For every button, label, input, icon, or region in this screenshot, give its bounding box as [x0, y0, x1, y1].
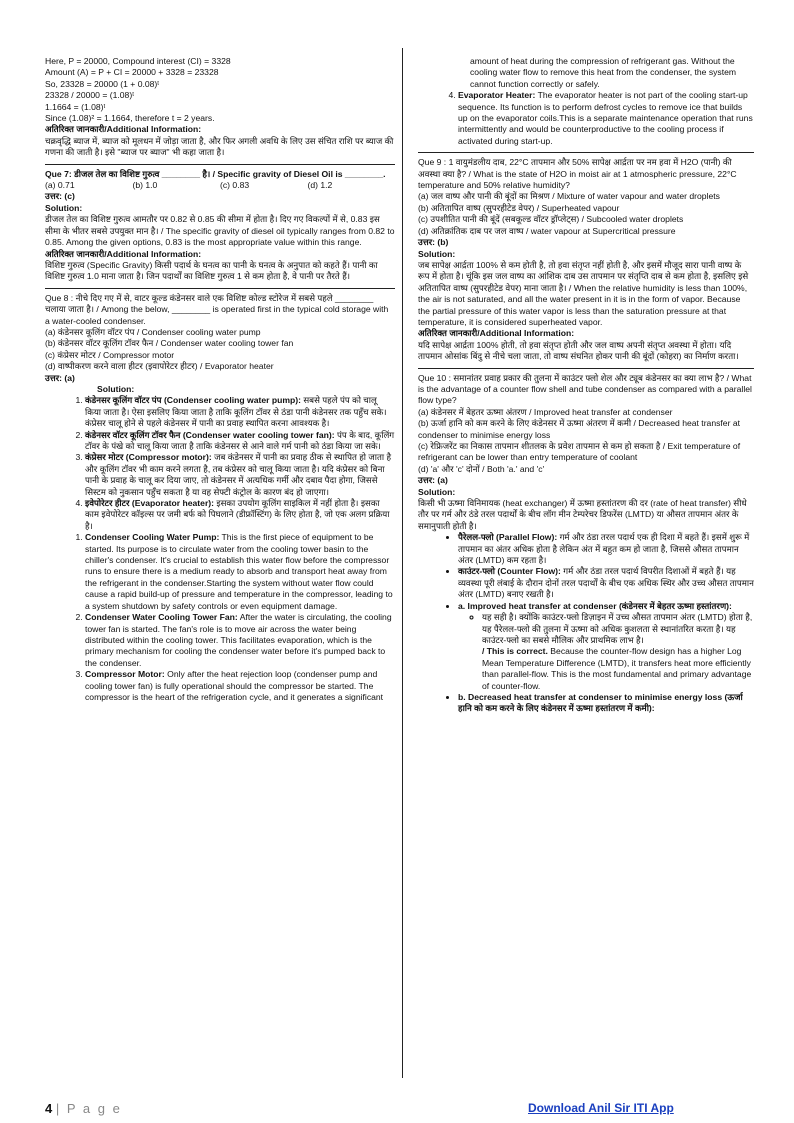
list-item: • a. Improved heat transfer at condenser (कंडेनसर में बेहतर ऊष्मा हस्तांतरण): ◦ यह सही है। क्योंकि काउंटर-फ्लो डिज़ाइन में उच्च औसत तापमान अंतर (LMTD) होता है, यह पैरेलल-फ्लो की तुलना में ऊष्मा को अधिक कुशलता से स्थानांतरित करता है। यह काउंटर-फ्लो का सबसे मौलिक और प्राथमिक लाभ है। / This is correct. Because the counter-flow design has a higher Log Mean Temperature Difference (LMTD), it transfers heat more efficiently than parallel-flow. This is the most fundamental and primary advantage of counter-flow. — [458, 601, 754, 692]
list-item: 2. Condenser Water Cooling Tower Fan: After the water is circulating, the cooling tower fan is started. The fan's role is to move air across the water being distributed within the cooling tower. This facilitates evaporation, which is the primary mechanism for cooling the condenser water before it's pumped back to the condenser. — [85, 612, 395, 669]
intro-line: Since (1.08)² = 1.1664, therefore t = 2 years. — [45, 113, 215, 124]
intro-line: 23328 / 20000 = (1.08)ᵗ — [45, 90, 135, 101]
list-item: 4. इवेपोरेटर हीटर (Evaporator heater): इसका उपयोग कूलिंग साइकिल में नहीं होता है। इसका काम इवेपोरेटर कॉइल्स पर जमी बर्फ को पिघलाने (डीफ्रॉस्टिंग) के लिए होता है, जो एक अलग प्रक्रिया है। — [85, 498, 395, 532]
sub-list — [458, 612, 754, 692]
list-item: • पैरेलल-फ्लो (Parallel Flow): गर्म और ठंडा तरल पदार्थ एक ही दिशा में बहते हैं। इसमें शुरू में तापमान का अंतर अधिक होता है लेकिन अंत में बहुत कम हो जाता है, जिससे औसत तापमान अंतर (LMTD) कम रहता है। — [458, 532, 754, 566]
question-9: Que 9 : 1 वायुमंडलीय दाब, 22°C तापमान और 50% सापेक्ष आर्द्रता पर नम हवा में H2O (पानी) की अवस्था क्या है? / What is the state of H2O in moist air at 1 atmospheric pressure, 22°C temperature and 50% relative humidity? — [418, 157, 737, 191]
option-a: (a) जल वाष्प और पानी की बूंदों का मिश्रण / Mixture of water vapour and water droplets — [418, 191, 720, 202]
right-column — [418, 56, 754, 715]
option-d: (d) 'a' और 'c' दोनों / Both 'a.' and 'c' — [418, 463, 545, 474]
additional-info-text: यदि सापेक्ष आर्द्रता 100% होती, तो हवा संतृप्त होती और जल वाष्प अपनी संतृप्त अवस्था में होता। यदि तापमान ओसांक बिंदु से नीचे चला जाता, तो वाष्प संघनित होकर पानी की बूंदों (कोहरा) का निर्माण करता। — [418, 339, 739, 362]
solution-english-list — [45, 532, 395, 703]
option-c: (c) रेफ्रिजरेंट का निकास तापमान शीतलक के प्रवेश तापमान से कम हो सकता है / Exit temperature of refrigerant can be lower than entry temperature of coolant — [418, 441, 741, 463]
option-a: (a) 0.71 — [45, 180, 75, 191]
intro-line: 1.1664 = (1.08)ᵗ — [45, 101, 106, 112]
option-b: (b) कंडेनसर वॉटर कूलिंग टॉवर फैन / Condenser water cooling tower fan — [45, 338, 294, 349]
solution-heading-item: Solution: — [97, 383, 135, 394]
divider — [45, 288, 395, 289]
answer: उत्तर: (b) — [418, 237, 449, 248]
additional-info-text: चक्रवृद्धि ब्याज में, ब्याज को मूलधन में जोड़ा जाता है, और फिर अगली अवधि के लिए उस संचित राशि पर ब्याज की गणना की जाती है। इसे "ब्याज पर ब्याज" भी कहा जाता है। — [45, 135, 394, 158]
list-item: • काउंटर-फ्लो (Counter Flow): गर्म और ठंडा तरल पदार्थ विपरीत दिशाओं में बहते हैं। यह व्यवस्था पूरी लंबाई के दौरान दोनों तरल पदार्थों के बीच एक अधिक स्थिर और उच्च औसत तापमान अंतर (LMTD) बनाए रखती है। — [458, 566, 754, 600]
answer: उत्तर: (a) — [45, 372, 75, 383]
divider — [45, 164, 395, 165]
additional-info-heading: अतिरिक्त जानकारी/Additional Information: — [45, 124, 202, 135]
additional-info-text: विशिष्ट गुरुत्व (Specific Gravity) किसी पदार्थ के घनत्व का पानी के घनत्व के अनुपात को कहते हैं। पानी का विशिष्ट गुरुत्व 1.0 माना जाता है। जिन पदार्थों का विशिष्ट गुरुत्व 1 से कम होता है, वे पानी पर तैरते हैं। — [45, 259, 378, 282]
question-8: Que 8 : नीचे दिए गए में से, वाटर कूल्ड कंडेनसर वाले एक विशिष्ट कोल्ड स्टोरेज में सबसे पहले ________ चलाया जाता है। / Among the below, ________ is operated first in the typical cold storage with a water-cooled condenser. — [45, 292, 389, 326]
option-a: (a) कंडेनसर में बेहतर ऊष्मा अंतरण / Improved heat transfer at condenser — [418, 406, 673, 417]
page-number-value: 4 — [45, 1101, 53, 1116]
solution-heading: Solution: — [418, 486, 456, 497]
column-divider — [402, 48, 403, 1078]
divider — [418, 368, 754, 369]
intro-line: Amount (A) = P + CI = 20000 + 3328 = 23328 — [45, 67, 219, 78]
option-b: (b) 1.0 — [132, 180, 158, 191]
continued-text: amount of heat during the compression of refrigerant gas. Without the cooling water flow to remove this heat from the condenser, the system cannot function correctly or safely. — [470, 56, 737, 89]
intro-line: So, 23328 = 20000 (1 + 0.08)ᵗ — [45, 78, 160, 89]
solution-text: जब सापेक्ष आर्द्रता 100% से कम होती है, तो हवा संतृप्त नहीं होती है, और इसमें मौजूद सारा पानी वाष्प के रूप में होता है। चूंकि इस जल वाष्प का आंशिक दाब उस तापमान पर संतृप्ति दाब से कम होता है, इसलिए इसे अतितापित वाष्प (सुपरहीटेड वेपर) माना जाता है। / When the relative humidity is less than 100%, the air is not saturated, and all the water present in it is in the form of vapor. Because the partial pressure of this water vapor is less than the saturation pressure at that temperature, it is considered superheated vapor. — [418, 259, 749, 327]
page-number — [45, 1101, 122, 1116]
download-app-link[interactable]: Download Anil Sir ITI App — [528, 1101, 674, 1115]
list-item: 2. कंडेनसर वॉटर कूलिंग टॉवर फैन (Condenser water cooling tower fan): पंप के बाद, कूलिंग टॉवर के पंखे को चालू किया जाता है ताकि कंडेनसर से आने वाले गर्म पानी को ठंडा किया जा सके। — [85, 430, 395, 453]
option-b: (b) ऊर्जा हानि को कम करने के लिए कंडेनसर में ऊष्मा अंतरण में कमी / Decreased heat transfer at condenser to minimise energy loss — [418, 418, 740, 440]
option-d: (d) अतिक्रांतिक दाब पर जल वाष्प / water vapour at Supercritical pressure — [418, 225, 676, 236]
option-c: (c) उपशीतित पानी की बूंदें (सबकूल्ड वॉटर ड्रॉप्लेट्स) / Subcooled water droplets — [418, 214, 684, 225]
solution-heading: Solution: — [45, 202, 83, 213]
question-7-options — [45, 180, 395, 191]
solution-hindi-list — [45, 395, 395, 532]
list-item: 3. Compressor Motor: Only after the heat rejection loop (condenser pump and cooling tower fan) is fully operational should the compressor be started. The compressor is the heart of the refrigeration cycle, and it generates a significant — [85, 669, 395, 703]
list-item: 3. कंप्रेसर मोटर (Compressor motor): जब कंडेनसर में पानी का प्रवाह ठीक से स्थापित हो जाता है और कूलिंग टॉवर भी काम करने लगता है, तब कंप्रेसर को चालू किया जाता है। यदि कंप्रेसर को बिना पानी के प्रवाह के चालू कर दिया जाए, तो कंडेनसर में अत्यधिक गर्मी और दबाव पैदा होगा, जिससे सिस्टम को नुकसान पहुँच सकता है या वह सेफ्टी कंट्रोल के कारण बंद हो जाएगा। — [85, 452, 395, 498]
option-c: (c) कंप्रेसर मोटर / Compressor motor — [45, 349, 175, 360]
solution-english-list — [418, 90, 754, 147]
option-b: (b) अतितापित वाष्प (सुपरहीटेड वेपर) / Superheated vapour — [418, 202, 620, 213]
additional-info-heading: अतिरिक्त जानकारी/Additional Information: — [45, 248, 202, 259]
list-item: 1. Condenser Cooling Water Pump: This is the first piece of equipment to be started. Its purpose is to circulate water from the cooling tower basin to the chiller's condenser. It's crucial to establish this water flow before the compressor runs to ensure there is a medium ready to absorb and transport heat away from the refrigerant in the condenser.Starting the system without water flow could cause a rapid build-up of pressure and temperature in the compressor, leading to a system shutdown by safety controls or even equipment damage. — [85, 532, 395, 612]
intro-line: Here, P = 20000, Compound interest (CI) = 3328 — [45, 56, 231, 66]
sub-list-item: ◦ यह सही है। क्योंकि काउंटर-फ्लो डिज़ाइन में उच्च औसत तापमान अंतर (LMTD) होता है, यह पैरेलल-फ्लो की तुलना में ऊष्मा को अधिक कुशलता से स्थानांतरित करता है। यह काउंटर-फ्लो का सबसे मौलिक और प्राथमिक लाभ है। / This is correct. Because the counter-flow design has a higher Log Mean Temperature Difference (LMTD), it transfers heat more efficiently than parallel-flow. This is the most fundamental and primary advantage of counter-flow. — [482, 612, 754, 692]
option-c: (c) 0.83 — [220, 180, 250, 191]
solution-text: डीजल तेल का विशिष्ट गुरुत्व आमतौर पर 0.82 से 0.85 की सीमा में होता है। दिए गए विकल्पों में से, 0.83 इस सीमा के भीतर सबसे उपयुक्त मान है। / The specific gravity of diesel oil typically ranges from 0.82 to 0.85. Among the given options, 0.83 is the most appropriate value within this range. — [45, 214, 395, 248]
solution-heading: Solution: — [418, 248, 456, 259]
bullet-list — [418, 532, 754, 715]
left-column — [45, 56, 395, 703]
list-item: 4. Evaporator Heater: The evaporator heater is not part of the cooling start-up sequence. Its function is to perform defrost cycles to remove ice that builds up on the evaporator coils.This is a separate maintenance operation that runs intermittently and would be counterproductive to the cooling process if activated during start-up. — [458, 90, 754, 147]
answer: उत्तर: (c) — [45, 191, 75, 202]
list-item: 1. कंडेनसर कूलिंग वॉटर पंप (Condenser cooling water pump): सबसे पहले पंप को चालू किया जाता है। ऐसा इसलिए किया जाता है ताकि कूलिंग टॉवर से ठंडा पानी कंडेनसर तक पहुँच सके। कंप्रेसर चालू होने से पहले कंडेनसर में पानी का प्रवाह स्थापित करना आवश्यक है। — [85, 395, 395, 429]
option-d: (d) वाष्पीकरण करने वाला हीटर (इवापोरेटर हीटर) / Evaporator heater — [45, 361, 274, 372]
list-item: • b. Decreased heat transfer at condenser to minimise energy loss (ऊर्जा हानि को कम करने के लिए कंडेनसर में ऊष्मा हस्तांतरण में कमी): — [458, 692, 754, 715]
additional-info-heading: अतिरिक्त जानकारी/Additional Information: — [418, 328, 575, 339]
solution-hindi-list — [45, 384, 395, 395]
question-10: Que 10 : समानांतर प्रवाह प्रकार की तुलना में काउंटर फ्लो शेल और ट्यूब कंडेनसर का क्या लाभ है? / What is the advantage of a counter flow shell and tube condenser as compared with a parallel flow type? — [418, 372, 752, 406]
option-a: (a) कंडेनसर कूलिंग वॉटर पंप / Condenser cooling water pump — [45, 326, 261, 337]
answer: उत्तर: (a) — [418, 475, 448, 486]
page-word: | P a g e — [55, 1101, 122, 1116]
solution-text: किसी भी ऊष्मा विनिमायक (heat exchanger) में ऊष्मा हस्तांतरण की दर (rate of heat transfer) सीधे तौर पर गर्म और ठंडे तरल पदार्थों के बीच लॉग मीन टेम्परेचर डिफरेंस (LMTD) या औसत तापमान अंतर के समानुपाती होती है। — [418, 498, 747, 531]
question-7: Que 7: डीजल तेल का विशिष्ट गुरुत्व ________ है। / Specific gravity of Diesel Oil is ________. — [45, 168, 386, 179]
option-d: (d) 1.2 — [307, 180, 333, 191]
divider — [418, 152, 754, 153]
